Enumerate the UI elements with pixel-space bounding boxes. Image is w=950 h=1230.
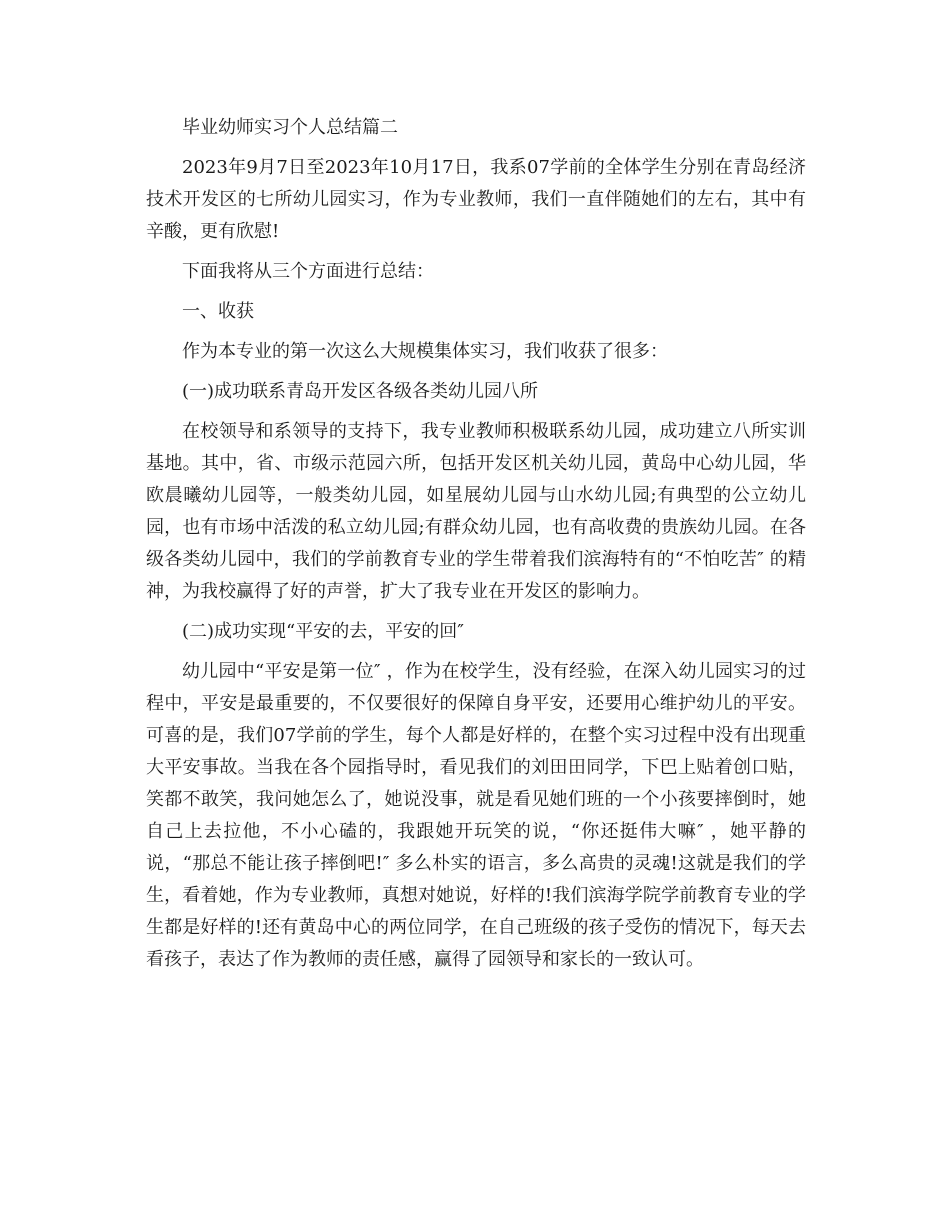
paragraph-intro: 2023年9月7日至2023年10月17日，我系07学前的全体学生分别在青岛经济技术开发区的七所幼儿园实习，作为专业教师，我们一直伴随她们的左右，其中有辛酸，更有欣慰! xyxy=(146,157,806,242)
section-heading-harvest: 一、收获 xyxy=(182,301,254,322)
paragraph-outline: 下面我将从三个方面进行总结： xyxy=(182,261,434,282)
paragraph-safety: 幼儿园中“平安是第一位″ ，作为在校学生，没有经验，在深入幼儿园实习的过程中，平安是最重要的，不仅要很好的保障自身平安，还要用心维护幼儿的平安。可喜的是，我们07学前的学生，每个人都是好样的，在整个实习过程中没有出现重大平安事故。当我在各个园指导时，看见我们的刘田田同学，下巴上贴着创口贴，笑都不敢笑，我问她怎么了，她说没事，就是看见她们班的一个小孩要摔倒时，她自己上去拉他，不小心磕的，我跟她开玩笑的说，“你还挺伟大嘛″ ，她平静的说，“那总不能让孩子摔倒吧!″ 多么朴实的语言，多么高贵的灵魂!这就是我们的学生，看着她，作为专业教师，真想对她说，好样的!我们滨海学院学前教育专业的学生都是好样的!还有黄岛中心的两位同学，在自己班级的孩子受伤的情况下，每天去看孩子，表达了作为教师的责任感，赢得了园领导和家长的一致认可。 xyxy=(146,661,806,970)
document-body xyxy=(146,112,806,984)
subheading-safety: (二)成功实现“平安的去，平安的回″ xyxy=(182,621,464,642)
paragraph-kindergartens: 在校领导和系领导的支持下，我专业教师积极联系幼儿园，成功建立八所实训基地。其中，省、市级示范园六所，包括开发区机关幼儿园，黄岛中心幼儿园，华欧晨曦幼儿园等，一般类幼儿园，如星展幼儿园与山水幼儿园;有典型的公立幼儿园，也有市场中活泼的私立幼儿园;有群众幼儿园，也有高收费的贵族幼儿园。在各级各类幼儿园中，我们的学前教育专业的学生带着我们滨海特有的“不怕吃苦″ 的精神，为我校赢得了好的声誉，扩大了我专业在开发区的影响力。 xyxy=(146,421,806,602)
subheading-kindergartens: (一)成功联系青岛开发区各级各类幼儿园八所 xyxy=(182,381,539,402)
paragraph-harvest-intro: 作为本专业的第一次这么大规模集体实习，我们收获了很多： xyxy=(182,341,668,362)
document-title: 毕业幼师实习个人总结篇二 xyxy=(182,117,398,138)
